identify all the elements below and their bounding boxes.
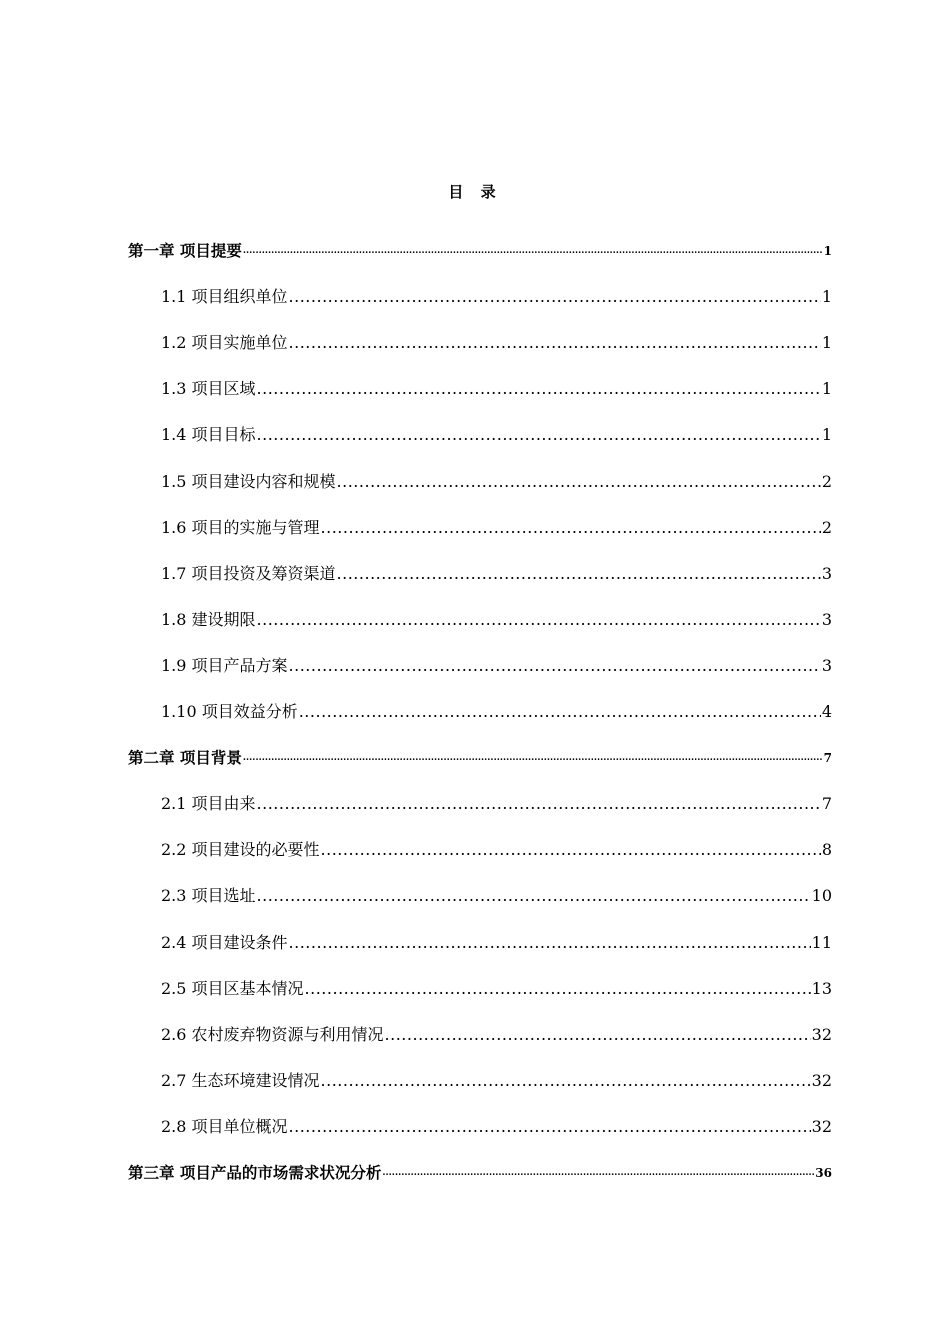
- toc-section-entry[interactable]: [128, 822, 832, 868]
- toc-page-number: 32: [811, 1116, 832, 1136]
- toc-page-number: 8: [821, 840, 832, 860]
- toc-entry-label: 2.1 项目由来: [161, 794, 256, 814]
- toc-dot-leader: [243, 241, 823, 261]
- toc-page-number: 13: [811, 978, 832, 998]
- toc-page-number: 3: [821, 563, 832, 583]
- toc-page-number: 11: [811, 932, 832, 952]
- toc-section-entry[interactable]: [128, 961, 832, 1007]
- toc-dot-leader: [337, 472, 821, 492]
- toc-dot-leader: [289, 333, 821, 353]
- toc-page-number: 1: [821, 333, 832, 353]
- toc-page-number: 3: [821, 655, 832, 675]
- toc-page-number: 1: [823, 244, 832, 259]
- toc-entry-label: 1.7 项目投资及筹资渠道: [161, 563, 336, 583]
- toc-dot-leader: [257, 425, 821, 445]
- toc-dot-leader: [243, 748, 823, 768]
- toc-entry-label: 第二章 项目背景: [128, 748, 242, 768]
- toc-section-entry[interactable]: [128, 269, 832, 315]
- toc-section-entry[interactable]: [128, 453, 832, 499]
- toc-chapter-entry[interactable]: [128, 730, 832, 776]
- toc-dot-leader: [299, 702, 821, 722]
- toc-entry-label: 1.9 项目产品方案: [161, 655, 288, 675]
- toc-entry-label: 1.1 项目组织单位: [161, 287, 288, 307]
- toc-dot-leader: [321, 518, 821, 538]
- toc-dot-leader: [257, 379, 821, 399]
- toc-page-number: 1: [821, 287, 832, 307]
- toc-page-number: 32: [811, 1070, 832, 1090]
- toc-title: 目 录: [448, 183, 502, 201]
- toc-section-entry[interactable]: [128, 500, 832, 546]
- toc-entry-label: 2.3 项目选址: [161, 886, 256, 906]
- toc-entry-label: 1.5 项目建设内容和规模: [161, 471, 336, 491]
- toc-entry-label: 1.6 项目的实施与管理: [161, 517, 320, 537]
- toc-page-number: 32: [811, 1024, 832, 1044]
- toc-page-number: 1: [821, 425, 832, 445]
- toc-page-number: 4: [821, 702, 832, 722]
- toc-dot-leader: [257, 886, 811, 906]
- toc-dot-leader: [289, 933, 811, 953]
- toc-page-number: 36: [815, 1165, 832, 1180]
- toc-section-entry[interactable]: [128, 315, 832, 361]
- toc-section-entry[interactable]: [128, 684, 832, 730]
- toc-section-entry[interactable]: [128, 638, 832, 684]
- toc-section-entry[interactable]: [128, 868, 832, 914]
- toc-dot-leader: [305, 979, 811, 999]
- toc-dot-leader: [382, 1163, 814, 1183]
- toc-entry-label: 第三章 项目产品的市场需求状况分析: [128, 1162, 382, 1182]
- toc-dot-leader: [289, 1117, 811, 1137]
- toc-entry-label: 1.3 项目区域: [161, 379, 256, 399]
- toc-entry-label: 1.8 建设期限: [161, 609, 256, 629]
- toc-entry-label: 第一章 项目提要: [128, 241, 242, 261]
- toc-dot-leader: [257, 794, 821, 814]
- toc-entry-label: 1.10 项目效益分析: [161, 702, 298, 722]
- toc-entry-label: 2.4 项目建设条件: [161, 932, 288, 952]
- toc-entry-label: 2.6 农村废弃物资源与利用情况: [161, 1024, 384, 1044]
- toc-dot-leader: [257, 610, 821, 630]
- toc-section-entry[interactable]: [128, 776, 832, 822]
- toc-page-number: 1: [821, 379, 832, 399]
- toc-dot-leader: [289, 287, 821, 307]
- toc-dot-leader: [321, 1071, 811, 1091]
- toc-entry-label: 2.2 项目建设的必要性: [161, 840, 320, 860]
- toc-section-entry[interactable]: [128, 1099, 832, 1145]
- toc-dot-leader: [321, 840, 821, 860]
- toc-section-entry[interactable]: [128, 1053, 832, 1099]
- toc-section-entry[interactable]: [128, 407, 832, 453]
- toc-entry-label: 1.4 项目目标: [161, 425, 256, 445]
- toc-dot-leader: [289, 656, 821, 676]
- table-of-contents: [128, 223, 832, 1191]
- toc-entry-label: 2.5 项目区基本情况: [161, 978, 304, 998]
- toc-dot-leader: [337, 564, 821, 584]
- toc-entry-label: 1.2 项目实施单位: [161, 333, 288, 353]
- toc-section-entry[interactable]: [128, 592, 832, 638]
- toc-chapter-entry[interactable]: [128, 1145, 832, 1191]
- toc-section-entry[interactable]: [128, 546, 832, 592]
- toc-page-number: 7: [823, 751, 832, 766]
- toc-page-number: 7: [821, 794, 832, 814]
- toc-entry-label: 2.8 项目单位概况: [161, 1116, 288, 1136]
- toc-page-number: 10: [811, 886, 832, 906]
- toc-section-entry[interactable]: [128, 914, 832, 960]
- toc-page-number: 2: [821, 517, 832, 537]
- toc-entry-label: 2.7 生态环境建设情况: [161, 1070, 320, 1090]
- toc-section-entry[interactable]: [128, 1007, 832, 1053]
- toc-page-number: 3: [821, 609, 832, 629]
- toc-chapter-entry[interactable]: [128, 223, 832, 269]
- toc-section-entry[interactable]: [128, 361, 832, 407]
- toc-page-number: 2: [821, 471, 832, 491]
- toc-dot-leader: [385, 1025, 811, 1045]
